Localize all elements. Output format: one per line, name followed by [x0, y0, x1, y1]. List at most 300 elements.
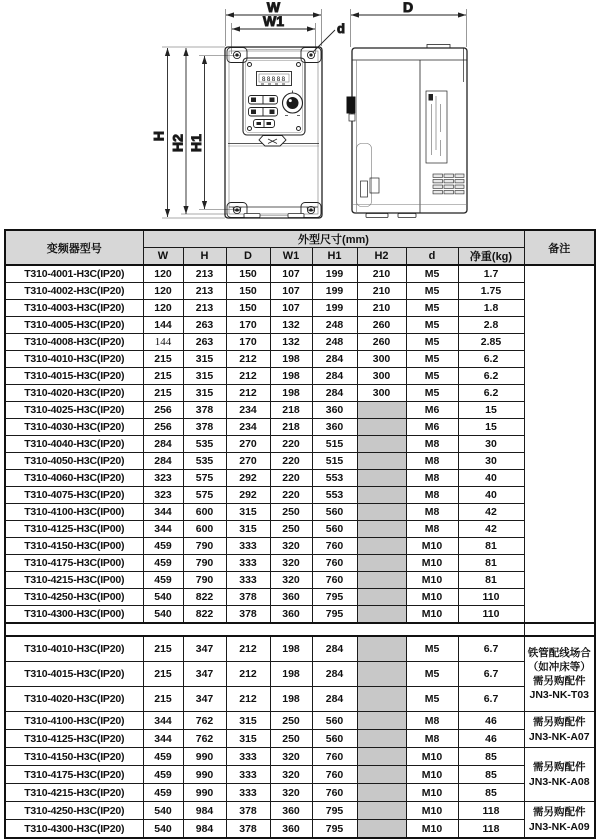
col-header-d: D: [226, 248, 270, 266]
cell-model: T310-4300-H3C(IP00): [5, 606, 143, 624]
cell-h2: 210: [357, 300, 406, 317]
cell-w1: 198: [270, 351, 312, 368]
cell-h1: 795: [312, 802, 357, 820]
cell-h: 762: [183, 712, 226, 730]
cell-d: 212: [226, 351, 270, 368]
cell-h1: 760: [312, 784, 357, 802]
remark-line: 铁管配线场合: [527, 646, 591, 659]
cell-d: 333: [226, 572, 270, 589]
cell-w1: 198: [270, 385, 312, 402]
cell-h: 213: [183, 283, 226, 300]
cell-model: T310-4040-H3C(IP20): [5, 436, 143, 453]
table-row: [5, 504, 595, 521]
cell-screw: M8: [406, 453, 458, 470]
remark-cell: [524, 636, 595, 712]
cell-w: 540: [143, 820, 183, 839]
cell-screw: M5: [406, 300, 458, 317]
table-row: [5, 766, 595, 784]
cell-d: 234: [226, 402, 270, 419]
table-row: [5, 283, 595, 300]
cell-h: 984: [183, 802, 226, 820]
cell-w1: 198: [270, 368, 312, 385]
cell-w: 459: [143, 538, 183, 555]
cell-w1: 320: [270, 538, 312, 555]
table-row: [5, 572, 595, 589]
spec-table-container: [4, 229, 596, 839]
keypad-buttons: [249, 96, 278, 128]
cell-h: 347: [183, 687, 226, 712]
cell-screw: M5: [406, 317, 458, 334]
cell-screw: M10: [406, 766, 458, 784]
cell-h1: 284: [312, 636, 357, 662]
cell-kg: 85: [458, 784, 524, 802]
cell-w: 215: [143, 636, 183, 662]
cell-w: 323: [143, 487, 183, 504]
cell-h: 535: [183, 453, 226, 470]
cell-d: 378: [226, 820, 270, 839]
cell-w: 120: [143, 283, 183, 300]
dim-d-label: d: [337, 21, 345, 36]
cell-h2: [357, 802, 406, 820]
cell-w: 540: [143, 589, 183, 606]
cell-h2: [357, 748, 406, 766]
cell-w1: 132: [270, 334, 312, 351]
cell-screw: M5: [406, 265, 458, 283]
cell-h2: [357, 572, 406, 589]
cell-screw: M10: [406, 802, 458, 820]
cell-w: 144: [143, 334, 183, 351]
cell-h: 822: [183, 589, 226, 606]
cell-w1: 198: [270, 662, 312, 687]
cell-h2: [357, 555, 406, 572]
col-header-w1: W1: [270, 248, 312, 266]
cell-h2: [357, 820, 406, 839]
cell-screw: M10: [406, 589, 458, 606]
cell-h: 213: [183, 300, 226, 317]
cell-screw: M10: [406, 784, 458, 802]
cell-w1: 250: [270, 712, 312, 730]
cell-model: T310-4215-H3C(IP20): [5, 784, 143, 802]
cell-screw: M5: [406, 687, 458, 712]
table-row: [5, 453, 595, 470]
cell-screw: M8: [406, 504, 458, 521]
cell-h1: 553: [312, 470, 357, 487]
cell-w: 256: [143, 402, 183, 419]
cell-w1: 220: [270, 470, 312, 487]
cell-h2: 210: [357, 283, 406, 300]
cell-model: T310-4008-H3C(IP20): [5, 334, 143, 351]
cell-w: 344: [143, 521, 183, 538]
cell-model: T310-4175-H3C(IP20): [5, 766, 143, 784]
cell-w1: 320: [270, 784, 312, 802]
cell-d: 315: [226, 730, 270, 748]
cell-screw: M8: [406, 730, 458, 748]
cell-h1: 795: [312, 820, 357, 839]
cell-h1: 284: [312, 385, 357, 402]
rating-label-sticker: [426, 91, 447, 163]
cell-kg: 85: [458, 766, 524, 784]
table-row: [5, 487, 595, 504]
inverter-side-body: [347, 45, 468, 218]
cell-h: 347: [183, 662, 226, 687]
cell-w: 459: [143, 766, 183, 784]
front-view-drawing: [151, 0, 346, 218]
cell-w: 459: [143, 784, 183, 802]
cell-kg: 40: [458, 487, 524, 504]
cell-h: 790: [183, 572, 226, 589]
cell-d: 378: [226, 802, 270, 820]
cell-w: 256: [143, 419, 183, 436]
table-row: [5, 589, 595, 606]
cell-d: 270: [226, 453, 270, 470]
cell-model: T310-4003-H3C(IP20): [5, 300, 143, 317]
cell-h2: [357, 606, 406, 624]
cell-kg: 46: [458, 712, 524, 730]
cell-model: T310-4001-H3C(IP20): [5, 265, 143, 283]
cell-model: T310-4125-H3C(IP00): [5, 521, 143, 538]
cell-h: 990: [183, 766, 226, 784]
cell-h1: 360: [312, 419, 357, 436]
table-row: [5, 748, 595, 766]
col-header-h2: H2: [357, 248, 406, 266]
cell-model: T310-4015-H3C(IP20): [5, 662, 143, 687]
cell-w1: 220: [270, 436, 312, 453]
cell-screw: M8: [406, 487, 458, 504]
cell-h1: 760: [312, 555, 357, 572]
cell-screw: M8: [406, 470, 458, 487]
cell-kg: 30: [458, 436, 524, 453]
remark-line: JN3-NK-A07: [528, 730, 590, 743]
cell-h: 600: [183, 521, 226, 538]
cell-kg: 6.2: [458, 368, 524, 385]
cell-w1: 198: [270, 687, 312, 712]
cell-kg: 40: [458, 470, 524, 487]
cell-d: 292: [226, 487, 270, 504]
cell-screw: M5: [406, 334, 458, 351]
cell-h2: [357, 402, 406, 419]
cell-model: T310-4002-H3C(IP20): [5, 283, 143, 300]
cell-h1: 360: [312, 402, 357, 419]
table-row: [5, 470, 595, 487]
cell-h1: 515: [312, 436, 357, 453]
cell-h1: 560: [312, 504, 357, 521]
col-header-screw: d: [406, 248, 458, 266]
cell-screw: M5: [406, 351, 458, 368]
cell-w1: 320: [270, 555, 312, 572]
table-row: [5, 317, 595, 334]
cell-screw: M5: [406, 283, 458, 300]
cell-kg: 81: [458, 572, 524, 589]
cell-w1: 320: [270, 748, 312, 766]
cell-h: 315: [183, 385, 226, 402]
cell-d: 212: [226, 368, 270, 385]
cell-h2: [357, 784, 406, 802]
table-row: [5, 606, 595, 624]
cell-h: 347: [183, 636, 226, 662]
dim-h-label: H: [150, 130, 167, 142]
cell-h: 575: [183, 470, 226, 487]
cell-w: 540: [143, 606, 183, 624]
cell-h: 315: [183, 368, 226, 385]
cell-h1: 284: [312, 351, 357, 368]
cell-w1: 218: [270, 402, 312, 419]
cell-w1: 107: [270, 283, 312, 300]
cell-kg: 1.75: [458, 283, 524, 300]
dim-w1-label: W1: [263, 13, 284, 29]
table-row: [5, 368, 595, 385]
cell-h2: [357, 687, 406, 712]
cell-h1: 199: [312, 283, 357, 300]
cell-kg: 6.7: [458, 687, 524, 712]
cell-kg: 118: [458, 820, 524, 839]
table-row: [5, 419, 595, 436]
cell-kg: 1.7: [458, 265, 524, 283]
cell-h1: 553: [312, 487, 357, 504]
cell-w: 215: [143, 662, 183, 687]
cell-d: 378: [226, 589, 270, 606]
col-header-weight: 净重(kg): [458, 248, 524, 266]
cell-w: 215: [143, 687, 183, 712]
cell-h2: [357, 470, 406, 487]
cell-w: 344: [143, 730, 183, 748]
cell-w1: 198: [270, 636, 312, 662]
cell-w1: 107: [270, 300, 312, 317]
table-row: [5, 402, 595, 419]
cell-screw: M10: [406, 606, 458, 624]
cell-screw: M10: [406, 820, 458, 839]
col-header-dims-group: 外型尺寸(mm): [143, 230, 524, 248]
cell-kg: 6.2: [458, 385, 524, 402]
cell-screw: M10: [406, 748, 458, 766]
cell-w1: 107: [270, 265, 312, 283]
inverter-front-body: [225, 47, 322, 218]
cell-h2: [357, 636, 406, 662]
table-row: [5, 351, 595, 368]
cell-d: 333: [226, 766, 270, 784]
cell-h: 575: [183, 487, 226, 504]
remark-line: JN3-NK-A09: [528, 820, 590, 833]
cell-d: 378: [226, 606, 270, 624]
cell-d: 170: [226, 334, 270, 351]
cell-w: 459: [143, 572, 183, 589]
table-row: [5, 385, 595, 402]
cell-kg: 110: [458, 589, 524, 606]
cell-screw: M10: [406, 538, 458, 555]
cell-h1: 284: [312, 687, 357, 712]
cell-h: 263: [183, 334, 226, 351]
dim-depth-label: D: [402, 0, 414, 15]
cell-d: 150: [226, 283, 270, 300]
cell-h2: [357, 662, 406, 687]
cell-h: 378: [183, 419, 226, 436]
cell-h2: [357, 436, 406, 453]
cell-h2: [357, 538, 406, 555]
cell-h2: [357, 487, 406, 504]
potentiometer-knob: [283, 91, 303, 116]
cell-w1: 320: [270, 766, 312, 784]
cell-model: T310-4100-H3C(IP20): [5, 712, 143, 730]
cell-w: 344: [143, 504, 183, 521]
cell-model: T310-4060-H3C(IP20): [5, 470, 143, 487]
cell-model: T310-4020-H3C(IP20): [5, 687, 143, 712]
cell-w: 284: [143, 436, 183, 453]
table-row: [5, 334, 595, 351]
cell-h2: 260: [357, 317, 406, 334]
cell-model: T310-4150-H3C(IP00): [5, 538, 143, 555]
cell-h1: 284: [312, 662, 357, 687]
table-row: [5, 687, 595, 712]
cell-h: 315: [183, 351, 226, 368]
cell-h2: [357, 419, 406, 436]
cell-d: 333: [226, 538, 270, 555]
cell-w: 120: [143, 300, 183, 317]
cell-w1: 250: [270, 504, 312, 521]
cell-model: T310-4250-H3C(IP20): [5, 802, 143, 820]
cell-d: 212: [226, 687, 270, 712]
cell-w: 459: [143, 555, 183, 572]
cell-h2: 260: [357, 334, 406, 351]
remark-empty-cell: [524, 265, 595, 623]
cell-w: 284: [143, 453, 183, 470]
cell-h2: [357, 504, 406, 521]
cell-h: 990: [183, 784, 226, 802]
table-row: [5, 521, 595, 538]
cell-model: T310-4300-H3C(IP20): [5, 820, 143, 839]
cell-w: 120: [143, 265, 183, 283]
cell-h1: 560: [312, 712, 357, 730]
table-row: [5, 555, 595, 572]
cell-model: T310-4250-H3C(IP00): [5, 589, 143, 606]
cell-h: 762: [183, 730, 226, 748]
cell-model: T310-4125-H3C(IP20): [5, 730, 143, 748]
cell-screw: M6: [406, 419, 458, 436]
cell-screw: M5: [406, 385, 458, 402]
col-header-h1: H1: [312, 248, 357, 266]
cell-kg: 2.85: [458, 334, 524, 351]
cell-kg: 2.8: [458, 317, 524, 334]
cell-kg: 118: [458, 802, 524, 820]
cell-w1: 250: [270, 730, 312, 748]
cell-h2: [357, 766, 406, 784]
cell-kg: 6.7: [458, 636, 524, 662]
table-row: [5, 300, 595, 317]
cell-h2: 300: [357, 368, 406, 385]
cell-model: T310-4010-H3C(IP20): [5, 351, 143, 368]
cell-w1: 320: [270, 572, 312, 589]
cell-kg: 81: [458, 538, 524, 555]
spacer-cell: [5, 623, 524, 636]
cell-d: 212: [226, 385, 270, 402]
cell-w: 215: [143, 351, 183, 368]
lcd-display: [257, 72, 292, 86]
remark-line: JN3-NK-T03: [529, 689, 589, 702]
cell-screw: M5: [406, 662, 458, 687]
spacer-remark-cell: [524, 623, 595, 636]
remark-line: 需另购配件: [533, 675, 586, 687]
cell-d: 333: [226, 555, 270, 572]
cell-h: 990: [183, 748, 226, 766]
cell-h1: 560: [312, 521, 357, 538]
cell-h1: 795: [312, 606, 357, 624]
cell-d: 150: [226, 265, 270, 283]
cell-h1: 248: [312, 334, 357, 351]
cell-h1: 560: [312, 730, 357, 748]
cell-w: 323: [143, 470, 183, 487]
table-row: [5, 538, 595, 555]
table-row: [5, 730, 595, 748]
cell-d: 333: [226, 748, 270, 766]
dim-w-label: W: [266, 0, 281, 15]
cell-h1: 248: [312, 317, 357, 334]
vent-slots: [433, 174, 464, 194]
cell-h: 984: [183, 820, 226, 839]
cell-model: T310-4150-H3C(IP20): [5, 748, 143, 766]
remark-cell: [524, 712, 595, 748]
col-header-h: H: [183, 248, 226, 266]
cell-kg: 46: [458, 730, 524, 748]
table-row: [5, 636, 595, 662]
cell-model: T310-4005-H3C(IP20): [5, 317, 143, 334]
cell-h1: 760: [312, 538, 357, 555]
cell-w1: 360: [270, 820, 312, 839]
cell-w1: 132: [270, 317, 312, 334]
cell-kg: 30: [458, 453, 524, 470]
cell-w1: 220: [270, 487, 312, 504]
remark-cell: [524, 802, 595, 839]
cell-screw: M10: [406, 572, 458, 589]
remark-line: JN3-NK-A08: [528, 775, 590, 788]
terminal-block: [347, 97, 356, 114]
side-view-drawing: [347, 0, 468, 218]
cell-h2: [357, 453, 406, 470]
cell-d: 212: [226, 636, 270, 662]
cell-h2: 210: [357, 265, 406, 283]
cell-kg: 15: [458, 402, 524, 419]
cell-w1: 220: [270, 453, 312, 470]
spacer-row: [5, 623, 595, 636]
remark-cell: [524, 748, 595, 802]
cell-h: 378: [183, 402, 226, 419]
cell-kg: 1.8: [458, 300, 524, 317]
cell-kg: 81: [458, 555, 524, 572]
cell-w: 215: [143, 368, 183, 385]
remark-line: 需另购配件: [533, 761, 586, 774]
cell-h2: [357, 521, 406, 538]
connector-shape: [259, 136, 286, 147]
table-row: [5, 436, 595, 453]
cell-screw: M8: [406, 521, 458, 538]
cell-screw: M6: [406, 402, 458, 419]
cell-h1: 199: [312, 300, 357, 317]
cell-h2: [357, 589, 406, 606]
cell-w: 344: [143, 712, 183, 730]
cell-d: 315: [226, 504, 270, 521]
cell-d: 150: [226, 300, 270, 317]
table-row: [5, 802, 595, 820]
cell-kg: 15: [458, 419, 524, 436]
cell-screw: M5: [406, 636, 458, 662]
cell-w: 459: [143, 748, 183, 766]
cell-kg: 6.2: [458, 351, 524, 368]
cell-h: 535: [183, 436, 226, 453]
cell-w1: 360: [270, 606, 312, 624]
cell-h1: 760: [312, 748, 357, 766]
cell-w1: 218: [270, 419, 312, 436]
cell-h2: [357, 730, 406, 748]
cell-w1: 250: [270, 521, 312, 538]
cell-d: 170: [226, 317, 270, 334]
col-header-w: W: [143, 248, 183, 266]
